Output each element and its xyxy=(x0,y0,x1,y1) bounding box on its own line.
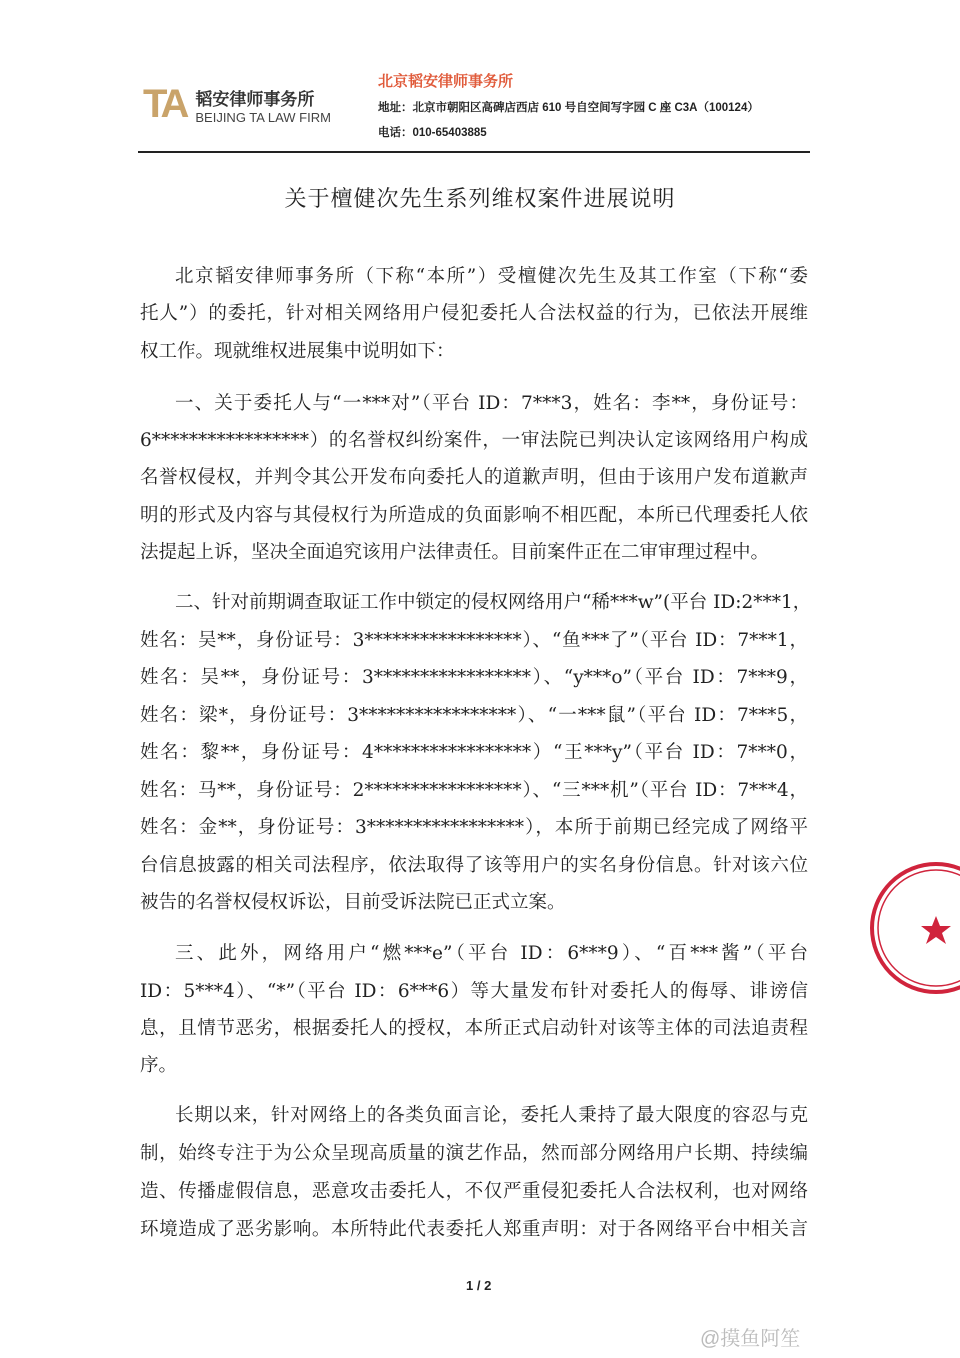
paragraph-3-line: 姓名：马**，身份证号：2*****************）、“三***机”（平台 ID：7***4， xyxy=(140,780,808,801)
logo-english-name: BEIJING TA LAW FIRM xyxy=(195,109,331,125)
paragraph-3-line: 被告的名誉权侵权诉讼，目前受诉法院已正式立案。 xyxy=(140,892,566,913)
paragraph-3-line: 姓名：吴**，身份证号：3*****************）、“y***o”（平台 ID：7***9， xyxy=(140,667,808,688)
firm-phone: 电话：010-65403885 xyxy=(378,127,487,139)
letterhead-info xyxy=(378,70,759,149)
header-divider xyxy=(138,151,810,153)
paragraph-1-line: 北京韬安律师事务所（下称“本所”）受檀健次先生及其工作室（下称“委 xyxy=(175,266,808,287)
paragraph-3-line: 姓名：吴**，身份证号：3*****************）、“鱼***了”（平台 ID：7***1， xyxy=(140,630,808,651)
firm-name: 北京韬安律师事务所 xyxy=(378,73,514,90)
logo-chinese-name: 韬安律师事务所 xyxy=(195,89,315,109)
paragraph-5-line: 长期以来，针对网络上的各类负面言论，委托人秉持了最大限度的容忍与克 xyxy=(175,1105,808,1126)
paragraph-4-line: ID：5***4）、“*”（平台 ID：6***6）等大量发布针对委托人的侮辱、诽谤信 xyxy=(140,981,808,1002)
paragraph-2-line: 6*****************）的名誉权纠纷案件，一审法院已判决认定该网络用户构成 xyxy=(140,430,808,451)
document-title: 关于檀健次先生系列维权案件进展说明 xyxy=(284,187,676,212)
weibo-watermark: @摸鱼阿笙 xyxy=(700,1328,801,1350)
paragraph-2-line: 一、关于委托人与“一***对”（平台 ID：7***3，姓名：李**，身份证号： xyxy=(175,393,808,414)
firm-logo xyxy=(143,82,331,127)
paragraph-3-line: 姓名：梁*，身份证号：3*****************）、“一***鼠”（平台 ID：7***5， xyxy=(140,705,808,726)
official-seal xyxy=(866,858,960,998)
paragraph-3-line: 姓名：金**，身份证号：3*****************），本所于前期已经完成了网络平 xyxy=(140,817,808,838)
paragraph-1-line: 托人”）的委托，针对相关网络用户侵犯委托人合法权益的行为，已依法开展维 xyxy=(140,303,808,324)
page-number: 1 / 2 xyxy=(466,1278,492,1293)
paragraph-5-line: 制，始终专注于为公众呈现高质量的演艺作品，然而部分网络用户长期、持续编 xyxy=(140,1143,808,1164)
seal-star-icon xyxy=(921,916,951,944)
paragraph-2-line: 名誉权侵权，并判令其公开发布向委托人的道歉声明，但由于该用户发布道歉声 xyxy=(140,467,808,488)
paragraph-1-line: 权工作。现就维权进展集中说明如下： xyxy=(140,341,455,362)
paragraph-2-line: 法提起上诉，坚决全面追究该用户法律责任。目前案件正在二审审理过程中。 xyxy=(140,542,770,563)
paragraph-2-line: 明的形式及内容与其侵权行为所造成的负面影响不相匹配，本所已代理委托人依 xyxy=(140,505,808,526)
paragraph-5-line: 环境造成了恶劣影响。本所特此代表委托人郑重声明：对于各网络平台中相关言 xyxy=(140,1219,808,1240)
paragraph-4-line: 序。 xyxy=(140,1055,178,1076)
paragraph-4-line: 三、此外，网络用户“燃***e”（平台 ID：6***9）、“百***酱”（平台 xyxy=(175,943,808,964)
logo-mark: TA xyxy=(143,82,186,126)
paragraph-4-line: 息，且情节恶劣，根据委托人的授权，本所正式启动针对该等主体的司法追责程 xyxy=(140,1018,808,1039)
firm-address: 地址：北京市朝阳区高碑店西店 610 号自空间写字园 C 座 C3A（100124） xyxy=(378,102,759,114)
paragraph-5-line: 造、传播虚假信息，恶意攻击委托人，不仅严重侵犯委托人合法权利，也对网络 xyxy=(140,1181,808,1202)
paragraph-3-line: 二、针对前期调查取证工作中锁定的侵权网络用户“稀***w”(平台 ID:2***1， xyxy=(175,592,812,613)
paragraph-3-line: 姓名：黎**，身份证号：4*****************）“王***y”（平台 ID：7***0， xyxy=(140,742,808,763)
paragraph-3-line: 台信息披露的相关司法程序，依法取得了该等用户的实名身份信息。针对该六位 xyxy=(140,855,808,876)
